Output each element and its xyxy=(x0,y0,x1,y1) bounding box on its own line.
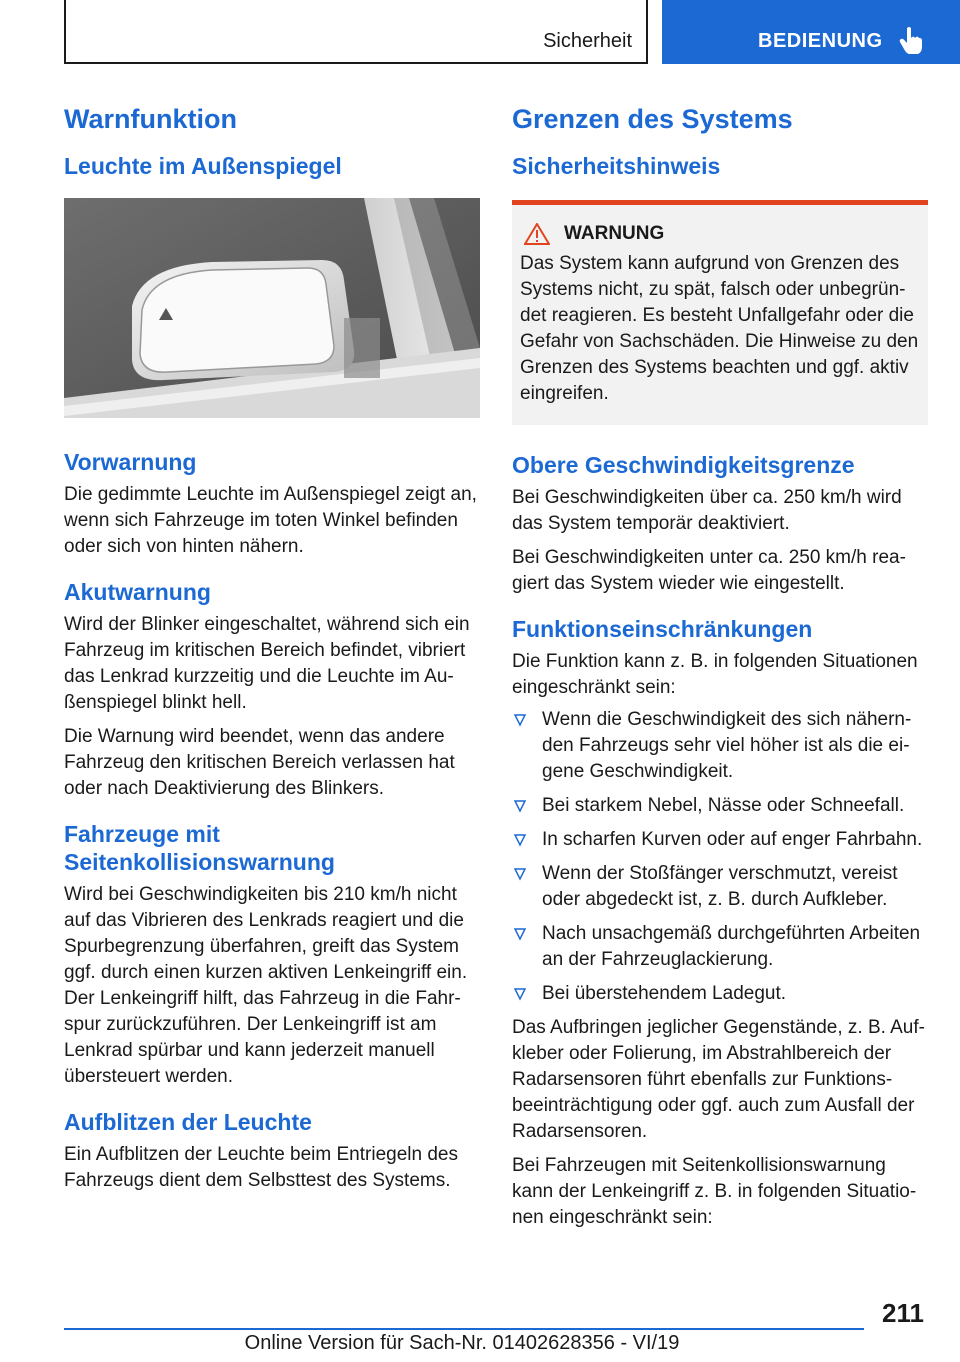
heading-vorwarnung: Vorwarnung xyxy=(64,449,197,475)
heading-funktionseinschraenkungen: Funktionseinschränkungen xyxy=(512,616,813,642)
warning-text: Das System kann aufgrund von Grenzen des Systems nicht, zu spät, falsch oder unbegründet reagieren. Es besteht Unfallgefahr oder die Gefahr von Sachschäden. Die Hinweise zu den Grenzen des Systems beachten und ggf. aktiv eingreifen. xyxy=(520,253,919,404)
section-title-warnfunktion: Warnfunktion xyxy=(64,104,237,134)
text-akutwarnung-1: Wird der Blinker eingeschaltet, während sich ein Fahrzeug im kritischen Bereich befindet, vibriert das Lenkrad kurzzeitig und die Leuchte im Außenspiegel blinkt hell. xyxy=(64,614,470,713)
bullet-triangle-icon xyxy=(514,867,526,881)
bullet-triangle-icon xyxy=(514,987,526,1001)
footer-divider xyxy=(64,1328,864,1330)
warning-header xyxy=(520,223,920,245)
subtitle-leuchte: Leuchte im Außenspiegel xyxy=(64,153,342,179)
heading-seitenkollision xyxy=(64,820,480,876)
text-geschwindigkeit-1: Bei Geschwindigkeiten über ca. 250 km/h wird das System temporär deaktiviert. xyxy=(512,487,902,534)
text-einschraenkungen-intro: Die Funktion kann z. B. in folgenden Situationen eingeschränkt sein: xyxy=(512,651,918,698)
text-vorwarnung: Die gedimmte Leuchte im Außenspiegel zeigt an, wenn sich Fahrzeuge im toten Winkel befinden oder sich von hinten nähern. xyxy=(64,484,477,557)
bullet-triangle-icon xyxy=(514,799,526,813)
text-einschraenkungen-1: Das Aufbringen jeglicher Gegenstände, z. B. Aufkleber oder Folierung, im Abstrahlbereich der Radarsensoren führt ebenfalls zur Funktionsbeeinträchtigung oder ggf. auch zum Ausfall der Radarsensoren. xyxy=(512,1017,925,1142)
tab-label: BEDIENUNG xyxy=(758,30,883,52)
section-title-grenzen: Grenzen des Systems xyxy=(512,104,793,134)
limitations-list xyxy=(512,707,928,1007)
warning-triangle-icon xyxy=(524,223,550,245)
right-column xyxy=(512,96,928,1231)
bullet-triangle-icon xyxy=(514,927,526,941)
heading-akutwarnung: Akutwarnung xyxy=(64,579,211,605)
heading-seitenkollision-line1: Fahrzeuge mit xyxy=(64,821,220,847)
text-einschraenkungen-2: Bei Fahrzeugen mit Seitenkollisionswarnung kann der Lenkeingriff z. B. in folgenden Situationen eingeschränkt sein: xyxy=(512,1155,917,1228)
warning-box xyxy=(512,200,928,425)
heading-obere-geschwindigkeitsgrenze: Obere Geschwindigkeitsgrenze xyxy=(512,452,855,478)
left-column xyxy=(64,96,480,1194)
text-akutwarnung-2: Die Warnung wird beendet, wenn das andere Fahrzeug den kritischen Bereich verlassen hat oder nach Deaktivierung des Blinkers. xyxy=(64,726,455,799)
bullet-triangle-icon xyxy=(514,833,526,847)
heading-seitenkollision-line2: Seitenkollisionswarnung xyxy=(64,849,335,875)
side-mirror-illustration xyxy=(64,198,480,418)
warning-label: WARNUNG xyxy=(564,223,665,244)
list-item: In scharfen Kurven oder auf enger Fahrbahn. xyxy=(512,827,928,853)
tab-bedienung[interactable] xyxy=(662,0,960,64)
list-item: Nach unsachgemäß durchgeführten Arbeiten an der Fahrzeuglackierung. xyxy=(512,921,928,973)
heading-aufblitzen: Aufblitzen der Leuchte xyxy=(64,1109,312,1135)
subtitle-sicherheitshinweis: Sicherheitshinweis xyxy=(512,153,721,179)
footer-online-version: Online Version für Sach-Nr. 01402628356 - VI/19 xyxy=(244,1332,680,1354)
list-item: Bei überstehendem Ladegut. xyxy=(512,981,928,1007)
list-item: Wenn der Stoßfänger verschmutzt, vereist oder abgedeckt ist, z. B. durch Aufkleber. xyxy=(512,861,928,913)
text-aufblitzen: Ein Aufblitzen der Leuchte beim Entriegeln des Fahrzeugs dient dem Selbsttest des Systems. xyxy=(64,1144,458,1191)
text-geschwindigkeit-2: Bei Geschwindigkeiten unter ca. 250 km/h reagiert das System wieder wie eingestellt. xyxy=(512,547,906,594)
page-number: 211 xyxy=(882,1298,924,1328)
hand-pointer-icon xyxy=(898,26,924,56)
bullet-triangle-icon xyxy=(514,713,526,727)
header-section-box xyxy=(64,0,648,64)
list-item: Wenn die Geschwindigkeit des sich nähernden Fahrzeugs sehr viel höher ist als die eigene Geschwindigkeit. xyxy=(512,707,928,785)
text-seitenkollision: Wird bei Geschwindigkeiten bis 210 km/h nicht auf das Vibrieren des Lenkrads reagiert und die Spurbegrenzung überfahren, greift das System ggf. durch einen kurzen aktiven Lenkeingriff ein. Der Lenkeingriff hilft, das Fahrzeug in die Fahrspur zurückzuführen. Der Lenkeingriff ist am Lenkrad spürbar und kann jederzeit manuell übersteuert werden. xyxy=(64,884,468,1087)
header-section-title: Sicherheit xyxy=(543,30,632,52)
list-item: Bei starkem Nebel, Nässe oder Schneefall. xyxy=(512,793,928,819)
